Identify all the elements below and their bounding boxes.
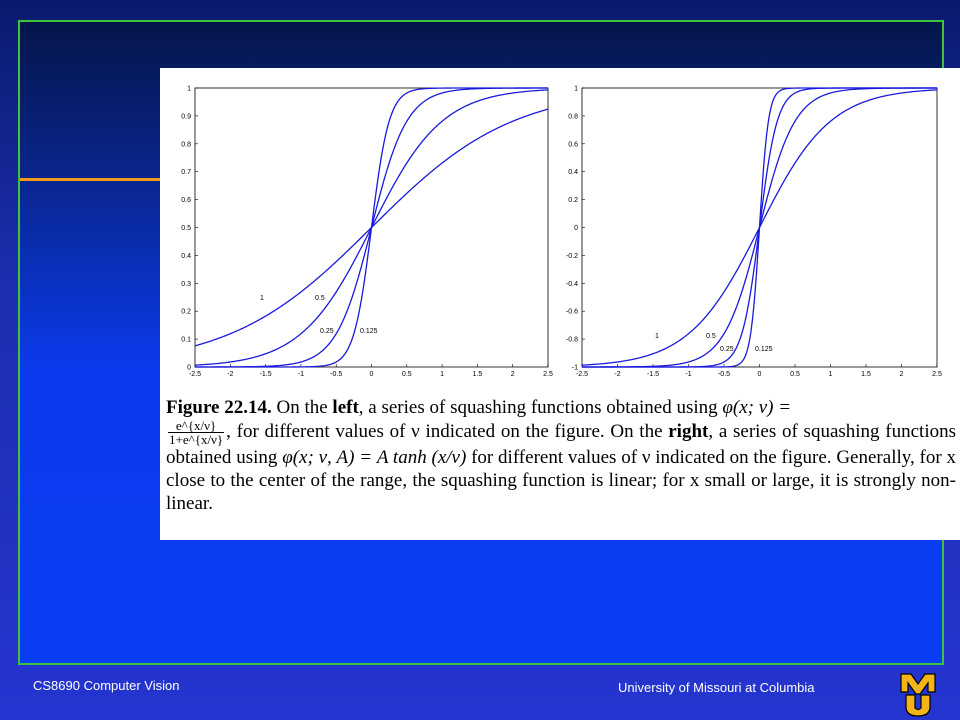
y-tick-label: 1 — [574, 85, 578, 93]
mu-logo-icon — [898, 670, 944, 718]
x-tick-label: 2.5 — [932, 371, 942, 378]
x-tick-label: 2 — [899, 371, 904, 378]
x-tick-label: -1.5 — [646, 371, 660, 378]
y-tick-label: 0.7 — [181, 169, 191, 177]
x-tick-label: -0.5 — [330, 371, 343, 378]
y-tick-label: 0.3 — [181, 280, 191, 288]
fraction-denominator: 1+e^{x/ν} — [169, 432, 224, 447]
y-tick-label: -0.8 — [565, 336, 578, 344]
x-tick-label: -1 — [297, 371, 305, 378]
series-label: 1 — [655, 333, 659, 340]
y-tick-label: 0.2 — [568, 197, 578, 205]
series-label: 1 — [260, 295, 264, 302]
x-tick-label: -1.5 — [259, 371, 272, 378]
x-tick-label: 1 — [440, 371, 445, 378]
figure-caption — [166, 396, 956, 515]
series-label: 0.25 — [720, 346, 734, 353]
series-label: 0.25 — [320, 328, 334, 335]
course-title: CS8690 Computer Vision — [33, 678, 180, 693]
x-tick-label: 0.5 — [401, 371, 412, 378]
y-tick-label: 0.8 — [568, 113, 578, 121]
figure-label: Figure 22.14. — [166, 397, 272, 418]
series-label: 0.5 — [315, 295, 325, 302]
caption-text: On the — [271, 397, 333, 418]
fraction-numerator: e^{x/ν} — [168, 419, 224, 433]
caption-text: for different values of ν indicated on the figure. Generally, for x close to the center of the range, the squashing function is linear; for x small or large, it is strongly non-linear. — [166, 447, 956, 514]
y-tick-label: 0.9 — [181, 113, 191, 121]
x-tick-label: -1 — [685, 371, 692, 378]
figure-charts — [160, 68, 960, 388]
y-tick-label: 0.1 — [181, 336, 191, 344]
x-tick-label: 2.5 — [543, 371, 553, 378]
x-tick-label: 2 — [510, 371, 515, 378]
x-tick-label: 0 — [757, 371, 762, 378]
x-tick-label: 1 — [828, 371, 833, 378]
x-tick-label: 0 — [369, 371, 374, 378]
y-tick-label: 0.5 — [181, 225, 191, 232]
x-tick-label: -2.5 — [575, 371, 589, 378]
caption-text: , for different values of ν indicated on the figure. On the — [226, 420, 669, 442]
y-tick-label: 0.8 — [181, 141, 191, 149]
y-tick-label: 0 — [187, 364, 191, 372]
y-tick-label: 1 — [187, 85, 191, 93]
formula-left: φ(x; ν) = — [722, 397, 792, 418]
x-tick-label: 0.5 — [790, 371, 800, 378]
caption-text: , a series of squashing functions obtained using — [358, 397, 723, 418]
x-tick-label: -2 — [614, 371, 621, 378]
x-tick-label: -2 — [227, 371, 234, 378]
university-name: University of Missouri at Columbia — [618, 680, 815, 695]
y-tick-label: 0.6 — [568, 141, 578, 149]
caption-left-word: left — [332, 397, 359, 418]
formula-fraction — [168, 419, 224, 446]
x-tick-label: 1.5 — [472, 371, 483, 378]
y-tick-label: -0.6 — [565, 308, 578, 316]
caption-right-word: right — [668, 420, 709, 442]
formula-right: φ(x; ν, A) = A tanh (x/ν) — [282, 447, 467, 468]
y-tick-label: 0.4 — [568, 169, 578, 177]
y-tick-label: 0.2 — [181, 308, 191, 316]
y-tick-label: 0.6 — [181, 197, 191, 205]
x-tick-label: -0.5 — [717, 371, 731, 378]
y-tick-label: -0.2 — [565, 252, 578, 260]
series-label: 0.125 — [360, 328, 378, 335]
y-tick-label: 0.4 — [181, 252, 191, 260]
x-tick-label: 1.5 — [861, 371, 871, 378]
x-tick-label: -2.5 — [188, 371, 202, 378]
figure-panel — [160, 68, 960, 540]
caption-text: , a series of squashing functions obtained using — [166, 420, 956, 468]
series-label: 0.125 — [755, 346, 773, 353]
series-label: 0.5 — [706, 333, 716, 340]
y-tick-label: 0 — [574, 225, 578, 232]
y-tick-label: -0.4 — [565, 280, 578, 288]
y-tick-label: -1 — [571, 364, 578, 372]
